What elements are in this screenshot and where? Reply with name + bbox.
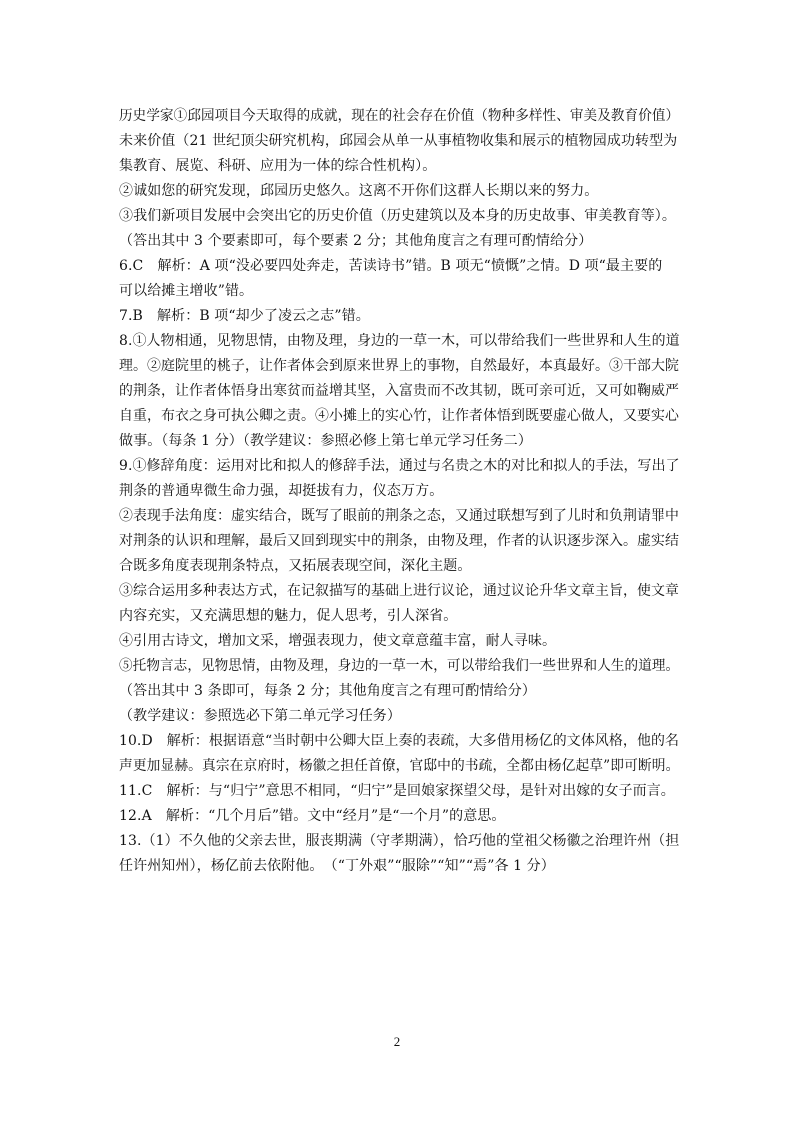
text-line: 11.C 解析：与“归宁”意思不相同，“归宁”是回娘家探望父母，是针对出嫁的女子而言。 bbox=[119, 783, 675, 799]
text-line: 合既多角度表现荆条特点，又拓展表现空间，深化主题。 bbox=[119, 558, 472, 574]
text-line: （教学建议：参照选必下第二单元学习任务） bbox=[119, 708, 401, 724]
page-number: 2 bbox=[393, 1034, 401, 1049]
text-line: 任许州知州），杨亿前去依附他。 （“丁外艰”“服除”“知”“焉”各 1 分） bbox=[119, 858, 555, 874]
text-line: ③综合运用多种表达方式，在记叙描写的基础上进行议论，通过议论升华文章主旨，使文章 bbox=[119, 583, 680, 599]
answer-text-body bbox=[119, 104, 679, 879]
text-line: ⑤托物言志，见物思情，由物及理，身边的一草一木，可以带给我们一些世界和人生的道理。 bbox=[119, 658, 680, 674]
text-line: ②表现手法角度：虚实结合，既写了眼前的荆条之态，又通过联想写到了儿时和负荆请罪中 bbox=[119, 508, 680, 524]
text-line: 自重，布衣之身可执公卿之责。④小摊上的实心竹，让作者体悟到既要虚心做人，又要实心 bbox=[119, 408, 680, 424]
text-line: 12.A 解析：“几个月后”错。文中“经月”是“一个月”的意思。 bbox=[119, 808, 506, 824]
text-line: 做事。（每条 1 分）（教学建议：参照必修上第七单元学习任务二） bbox=[119, 433, 533, 449]
text-line: 10.D 解析：根据语意“当时朝中公卿大臣上奏的表疏，大多借用杨亿的文体风格，他的名 bbox=[119, 733, 680, 749]
text-line: 8.①人物相通，见物思情，由物及理，身边的一草一木，可以带给我们一些世界和人生的道 bbox=[119, 333, 680, 349]
text-line: 对荆条的认识和理解，最后又回到现实中的荆条，由物及理，作者的认识逐步深入。虚实结 bbox=[119, 533, 680, 549]
text-line: 的荆条，让作者体悟身出寒贫而益增其坚，入富贵而不改其韧，既可亲可近，又可如鞠威严 bbox=[119, 383, 680, 399]
text-line: 9.①修辞角度：运用对比和拟人的修辞手法，通过与名贵之木的对比和拟人的手法，写出了 bbox=[119, 458, 680, 474]
text-line: 13.（1）不久他的父亲去世，服丧期满（守孝期满），恰巧他的堂祖父杨徽之治理许州（担 bbox=[119, 833, 680, 849]
text-line: 历史学家①邱园项目今天取得的成就，现在的社会存在价值（物种多样性、审美及教育价值） bbox=[119, 108, 680, 124]
text-line: （答出其中 3 条即可，每条 2 分；其他角度言之有理可酌情给分） bbox=[119, 683, 536, 699]
text-line: 内容充实，又充满思想的魅力，促人思考，引人深省。 bbox=[119, 608, 458, 624]
text-line: ③我们新项目发展中会突出它的历史价值（历史建筑以及本身的历史故事、审美教育等）。 bbox=[119, 208, 676, 224]
text-line: 声更加显赫。真宗在京府时，杨徽之担任首僚，官邸中的书疏，全都由杨亿起草”即可断明。 bbox=[119, 758, 680, 774]
text-line: 集教育、展览、科研、应用为一体的综合性机构）。 bbox=[119, 158, 437, 174]
text-line: 未来价值（21 世纪顶尖研究机构，邱园会从单一从事植物收集和展示的植物园成功转型为 bbox=[119, 133, 678, 149]
text-line: 荆条的普通卑微生命力强，却挺拔有力，仪态万方。 bbox=[119, 483, 444, 499]
text-line: 可以给摊主增收”错。 bbox=[119, 283, 254, 299]
text-line: （答出其中 3 个要素即可，每个要素 2 分；其他角度言之有理可酌情给分） bbox=[119, 233, 593, 249]
text-line: 6.C 解析：A 项“没必要四处奔走，苦读诗书”错。B 项无“愤慨”之情。D 项“最主要的 bbox=[119, 258, 663, 274]
text-line: ④引用古诗文，增加文采，增强表现力，使文章意蕴丰富，耐人寻味。 bbox=[119, 633, 557, 649]
text-line: 理。②庭院里的桃子，让作者体会到原来世界上的事物，自然最好，本真最好。③干部大院 bbox=[119, 358, 680, 374]
text-line: ②诚如您的研究发现，邱园历史悠久。这离不开你们这群人长期以来的努力。 bbox=[119, 183, 599, 199]
text-line: 7.B 解析：B 项“却少了凌云之志”错。 bbox=[119, 308, 370, 324]
